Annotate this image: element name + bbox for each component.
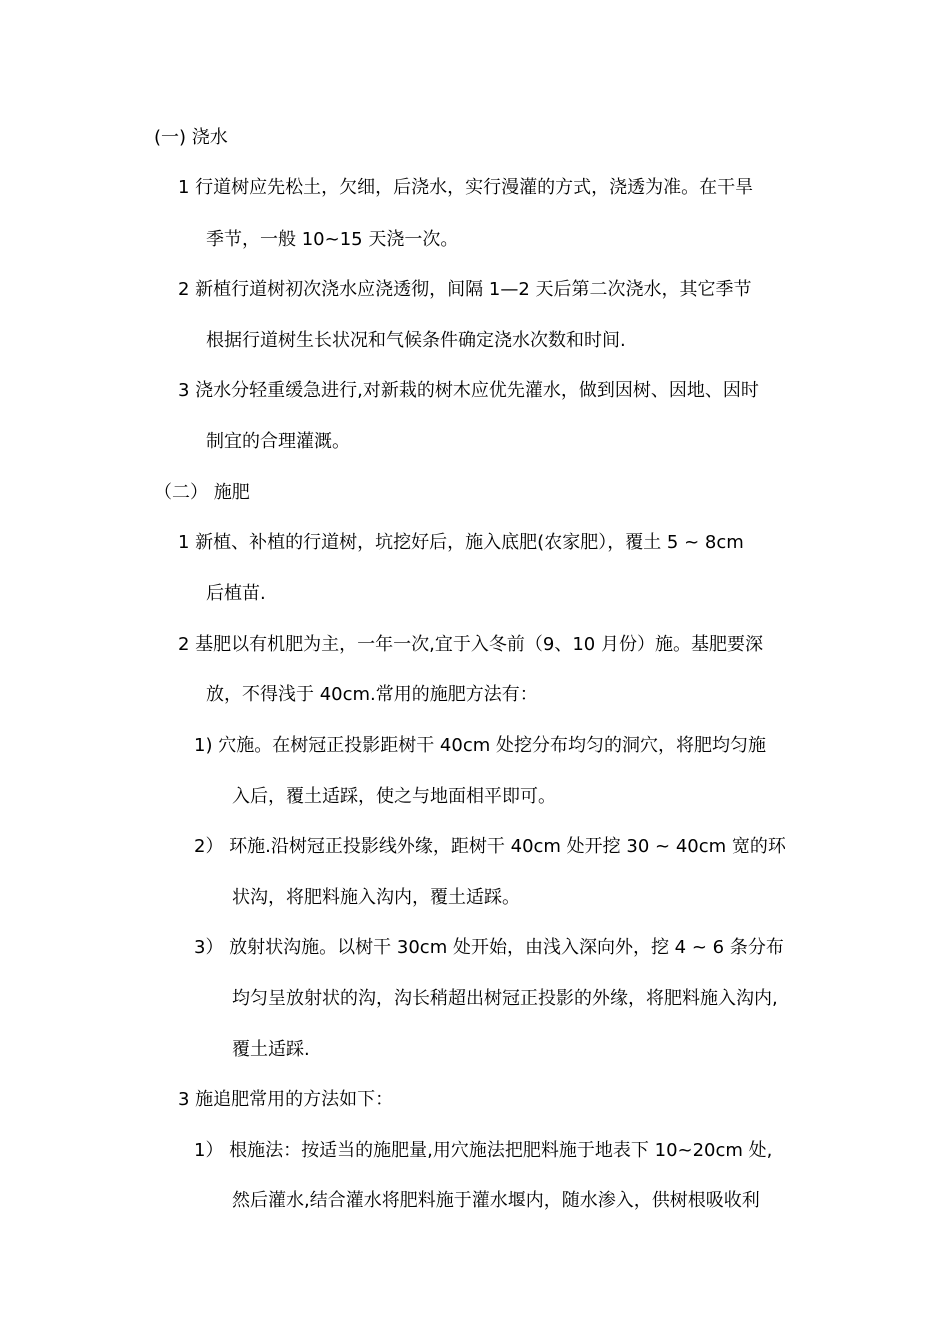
paragraph-line: 1 行道树应先松土，欠细，后浇水，实行漫灌的方式，浇透为准。在干旱 bbox=[178, 177, 754, 198]
paragraph-line: 2 基肥以有机肥为主，一年一次,宜于入冬前（9、10 月份）施。基肥要深 bbox=[178, 634, 763, 655]
paragraph-line: 均匀呈放射状的沟，沟长稍超出树冠正投影的外缘，将肥料施入沟内, bbox=[232, 988, 778, 1009]
paragraph-line: 入后，覆土适踩，使之与地面相平即可。 bbox=[232, 786, 556, 807]
paragraph-line: 2） 环施.沿树冠正投影线外缘，距树干 40cm 处开挖 30 ~ 40cm 宽的环 bbox=[194, 836, 786, 857]
section-heading-watering: (一) 浇水 bbox=[154, 127, 228, 148]
paragraph-line: 3 浇水分轻重缓急进行,对新栽的树木应优先灌水，做到因树、因地、因时 bbox=[178, 380, 759, 401]
paragraph-line: 3 施追肥常用的方法如下： bbox=[178, 1089, 394, 1110]
paragraph-line: 1） 根施法：按适当的施肥量,用穴施法把肥料施于地表下 10~20cm 处, bbox=[194, 1140, 773, 1161]
paragraph-line: 然后灌水,结合灌水将肥料施于灌水堰内，随水渗入，供树根吸收利 bbox=[232, 1190, 760, 1211]
paragraph-line: 根据行道树生长状况和气候条件确定浇水次数和时间. bbox=[206, 330, 626, 351]
section-heading-fertilizing: （二） 施肥 bbox=[154, 482, 250, 503]
paragraph-line: 状沟，将肥料施入沟内，覆土适踩。 bbox=[232, 887, 520, 908]
paragraph-line: 2 新植行道树初次浇水应浇透彻，间隔 1—2 天后第二次浇水，其它季节 bbox=[178, 279, 752, 300]
paragraph-line: 1) 穴施。在树冠正投影距树干 40cm 处挖分布均匀的洞穴，将肥均匀施 bbox=[194, 735, 766, 756]
paragraph-line: 覆土适踩. bbox=[232, 1039, 310, 1060]
paragraph-line: 3） 放射状沟施。以树干 30cm 处开始，由浅入深向外，挖 4 ~ 6 条分布 bbox=[194, 937, 784, 958]
paragraph-line: 后植苗. bbox=[206, 583, 266, 604]
paragraph-line: 季节，一般 10~15 天浇一次。 bbox=[206, 229, 459, 250]
paragraph-line: 放，不得浅于 40cm.常用的施肥方法有： bbox=[206, 684, 538, 705]
paragraph-line: 1 新植、补植的行道树，坑挖好后，施入底肥(农家肥），覆土 5 ~ 8cm bbox=[178, 532, 744, 553]
paragraph-line: 制宜的合理灌溉。 bbox=[206, 431, 350, 452]
